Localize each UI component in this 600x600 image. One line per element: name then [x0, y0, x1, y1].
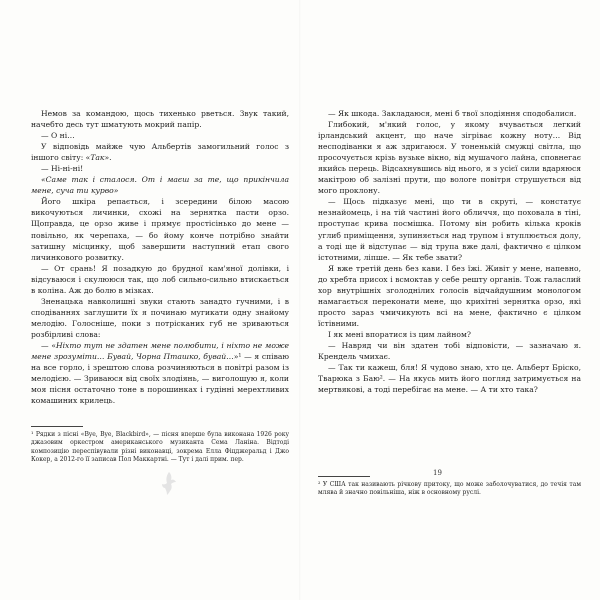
paragraph: І як мені впоратися із цим лайном? [328, 329, 471, 339]
paragraph [31, 340, 289, 406]
text-run: У відповідь майже чую Альбертів замогильний голос з іншого світу: « [31, 142, 289, 163]
paragraph: — От срань! Я позадкую до брудної кам'яної долівки, і відсуваюся і скулююся так, що лоб сильно-сильно втискається в коліна. Аж до болю в мізках. [31, 263, 289, 295]
footnote-text: ¹ Рядки з пісні «Bye, Bye, Blackbird», — пісня вперше була виконана 1926 року джазовим оркестром американського музиканта Сема Ланіна. Відтоді композицію переспівували різні виконавці, зокрема Елла Фіцджеральд і Джо Кокер, а 2012-го її записав Пол Маккартні. — Тут і далі прим. пер. [31, 431, 289, 464]
page-number: 19 [433, 469, 442, 477]
italic-text: Так [90, 153, 105, 163]
italic-text: «Саме так і сталося. От і маєш за те, що прикінчила мене, суча ти курво» [31, 175, 289, 196]
paragraph: — Як шкода. Закладаюся, мені б твої злодіяння сподобалися. [328, 109, 577, 118]
paragraph: Зненацька навколишні звуки стають занадто гучними, і в сподіваннях заглушити їх я починаю мугикати одну знайому мелодію. Голосніше, поки з потрісканих губ не зриваються розбірливі слова: [31, 296, 289, 339]
paragraph: Глибокий, м'який голос, у якому вчувається легкий ірландський акцент, що наче зігріває кожну ноту… Від несподіванки я аж здригаюся. У тоненькій смужці світла, що просочується крізь вузьке вікно, від мушачого лайна, сповнегає якийсь перець. Відсахнувшись від нього, я з усієї сили вдаряюся макітрою об залізні прути, що вологе повітря струшується від мого проклону. [318, 120, 581, 196]
text-run: ». [104, 153, 112, 163]
paragraph: — Так ти кажеш, бля! Я чудово знаю, хто це. Альберт Бріско, Тварюка з Баю². — На якусь мить його погляд затримується на мертвякові, а тоді перебігає на мене. — А ти хто така? [318, 363, 581, 395]
right-footnote [318, 476, 581, 498]
right-page-text [318, 108, 581, 395]
footnote-text: ² У США так називають річкову притоку, що може заболочуватися, до течія там млява й значно повільніша, ніж в основному руслі. [318, 481, 581, 497]
text-run: — « [41, 340, 56, 350]
italic-text: Ніхто тут не здатен мене полюбити, і ніхто не може мене зрозуміти… Бувай, Чорна Пташко, бувай… [31, 340, 290, 362]
gutter-shadow [299, 0, 301, 600]
paragraph: Немов за командою, щось тихенько рветься. Звук такий, начебто десь тут шматують мокрий папір. [31, 109, 289, 130]
paragraph: — Щось підказує мені, що ти в скруті, — констатує незнайомець, і на тій частині його обличчя, що поховала в тіні, проступає крива посмішка. Потому він робить кілька кроків углиб приміщення, зупиняється над трупом і втуплюється долу, а тоді ще й відступає — від трупа вже далі, фактично є цілком істотними, ліпше. — Як тебе звати? [318, 197, 581, 262]
footnote-rule [31, 426, 83, 427]
paragraph: — Навряд чи він здатен тобі відповісти, — зазначаю я. Крендель чмихає. [318, 340, 581, 362]
footnote-rule [318, 476, 370, 477]
paragraph: Я вже третій день без кави. І без їжі. Живіт у мене, напевно, до хребта присох і всмоктав у себе решту органів. Тож галаслий хор внутрішніх зголоднілих голосів відчайдушним монологом намагається переконати мене, що крихітні зернятка орзо, які просто зараз чмичикують всі на мене, фактично є цілком їстівними. [318, 263, 581, 328]
left-page-text [31, 108, 289, 406]
paragraph: Його шкіра репається, і зсередини білою масою викочуються личинки, схожі на зернятка пасти орзо. Щоправда, це орзо живе і прямує простісінько до мене — повільно, як черепаха, — бо йому конче потрібно знайти затишну місцинку, щоб завершити наступний етап свого личинкового розвитку. [31, 197, 289, 262]
text-run: »¹ — я співаю на все горло, і зрештою слова розчиняються в повітрі разом із мелодією. — Зриваюся від своїх злодіянь, — виголошую я, коли моя пісня остаточно тоне в порошинках і гудінні мерехтливих комашиних крилець. [31, 352, 289, 406]
paragraph [31, 141, 289, 163]
bird-ornament-icon [160, 470, 178, 496]
left-footnote [31, 426, 289, 465]
paragraph [31, 174, 289, 196]
paragraph: — О ні… [41, 131, 75, 141]
paragraph: — Ні-ні-ні! [41, 164, 84, 174]
